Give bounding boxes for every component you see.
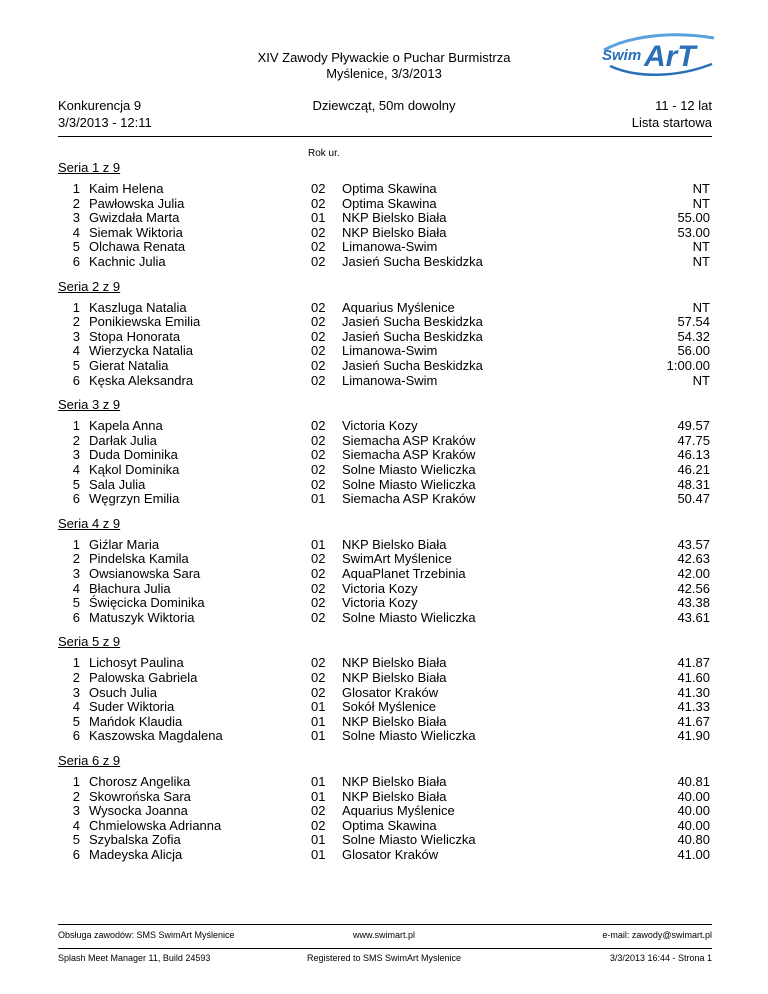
entry-row (0, 239, 768, 254)
swimmer-name: Wierzycka Natalia (89, 343, 194, 359)
club-name: NKP Bielsko Biała (342, 210, 447, 226)
swimmer-name: Ponikiewska Emilia (89, 314, 201, 330)
footer-divider (58, 924, 712, 925)
swimmer-name: Kąkol Dominika (89, 462, 180, 477)
club-name: NKP Bielsko Biała (342, 774, 447, 789)
swimmer-name: Skowrońska Sara (89, 788, 191, 804)
entry-row (0, 418, 768, 433)
event-age-group: 11 - 12 lat (655, 98, 712, 113)
entry-time: NT (692, 239, 710, 255)
lane-number: 2 (72, 195, 80, 211)
event-info-right (632, 97, 712, 131)
entry-row (0, 714, 768, 729)
swimmer-name: Gwizdała Marta (89, 210, 180, 226)
footer-divider-2 (58, 948, 712, 949)
club-name: Siemacha ASP Kraków (342, 447, 476, 463)
lane-number: 4 (72, 224, 80, 240)
lane-number: 3 (72, 684, 80, 700)
club-name: Optima Skawina (342, 817, 437, 833)
club-name: Glosator Kraków (342, 684, 439, 700)
club-name: Sokół Myślenice (342, 699, 436, 715)
birth-year: 01 (311, 728, 326, 744)
lane-number: 6 (72, 254, 80, 269)
swimmer-name: Błachura Julia (89, 580, 171, 596)
birth-year: 02 (311, 372, 326, 388)
birth-year: 01 (311, 832, 326, 848)
swimart-logo (596, 20, 721, 82)
entry-time: NT (692, 299, 710, 315)
entry-row (0, 314, 768, 329)
entry-time: NT (692, 181, 710, 196)
footer-software: Splash Meet Manager 11, Build 24593 (58, 953, 211, 963)
entry-time: 40.00 (677, 817, 710, 833)
swimmer-name: Chorosz Angelika (89, 774, 191, 789)
entry-time: 43.61 (677, 609, 710, 625)
entry-row (0, 610, 768, 625)
swimmer-name: Madeyska Alicja (89, 847, 183, 862)
birth-year: 02 (311, 328, 326, 344)
meet-title-line1: XIV Zawody Pływackie o Puchar Burmistrza (257, 50, 511, 65)
lane-number: 2 (72, 788, 80, 804)
club-name: Glosator Kraków (342, 847, 439, 862)
birth-year: 02 (311, 299, 326, 315)
club-name: NKP Bielsko Biała (342, 536, 447, 552)
entry-time: NT (692, 254, 710, 269)
swimmer-name: Siemak Wiktoria (89, 224, 183, 240)
entry-time: 56.00 (677, 343, 710, 359)
heat-title: Seria 6 z 9 (58, 753, 121, 768)
event-datetime: 3/3/2013 - 12:11 (58, 115, 152, 130)
swimmer-name: Kęska Aleksandra (89, 372, 194, 388)
swimmer-name: Kachnic Julia (89, 254, 166, 269)
lane-number: 3 (72, 447, 80, 463)
birth-year: 02 (311, 181, 326, 196)
birth-year: 02 (311, 817, 326, 833)
birth-year: 01 (311, 788, 326, 804)
swimmer-name: Owsianowska Sara (89, 566, 201, 581)
swimmer-name: Chmielowska Adrianna (89, 817, 222, 833)
entry-row (0, 196, 768, 211)
swimmer-name: Kaszowska Magdalena (89, 728, 223, 744)
club-name: NKP Bielsko Biała (342, 655, 447, 671)
club-name: Siemacha ASP Kraków (342, 432, 476, 448)
entry-row (0, 433, 768, 448)
entry-time: 50.47 (677, 491, 710, 507)
club-name: Limanowa-Swim (342, 239, 438, 255)
swimmer-name: Suder Wiktoria (89, 699, 175, 715)
entry-time: NT (692, 195, 710, 211)
lane-number: 2 (72, 432, 80, 448)
birth-year: 02 (311, 224, 326, 240)
entry-row (0, 358, 768, 373)
lane-number: 4 (72, 343, 80, 359)
entry-row (0, 789, 768, 804)
entry-time: 41.60 (677, 670, 710, 685)
entry-time: 1:00.00 (666, 358, 710, 373)
entry-time: 47.75 (677, 432, 710, 448)
club-name: SwimArt Myślenice (342, 551, 452, 567)
swimmer-name: Mańdok Klaudia (89, 713, 183, 729)
footer-organizer: Obsługa zawodów: SMS SwimArt Myślenice (58, 930, 235, 940)
club-name: Victoria Kozy (342, 580, 418, 596)
birth-year: 02 (311, 447, 326, 463)
entry-row (0, 210, 768, 225)
club-name: Optima Skawina (342, 195, 437, 211)
birth-year: 02 (311, 462, 326, 477)
meet-title-line2: Myślenice, 3/3/2013 (326, 66, 442, 81)
birth-year: 02 (311, 358, 326, 373)
entry-row (0, 491, 768, 506)
swimmer-name: Kapela Anna (89, 418, 163, 434)
entry-row (0, 373, 768, 388)
heat-title: Seria 2 z 9 (58, 278, 121, 294)
lane-number: 1 (72, 536, 80, 552)
lane-number: 4 (72, 699, 80, 715)
club-name: Victoria Kozy (342, 595, 418, 611)
entry-time: 55.00 (677, 210, 710, 226)
entry-row (0, 774, 768, 789)
logo-art-text: ArT (644, 40, 696, 73)
entry-time: 43.57 (677, 536, 710, 552)
birth-year: 02 (311, 418, 326, 434)
entry-time: 43.38 (677, 595, 710, 611)
logo-swim-text: Swim (602, 47, 642, 64)
lane-number: 4 (72, 580, 80, 596)
entry-row (0, 343, 768, 358)
club-name: Solne Miasto Wieliczka (342, 462, 476, 477)
header-divider (58, 136, 712, 137)
entry-row (0, 803, 768, 818)
lane-number: 5 (72, 358, 80, 373)
club-name: NKP Bielsko Biała (342, 670, 447, 685)
entry-time: 41.33 (677, 699, 710, 715)
entry-time: 42.00 (677, 566, 710, 581)
heat-title: Seria 3 z 9 (58, 397, 121, 413)
swimmer-name: Duda Dominika (89, 447, 178, 463)
swimmer-name: Święcicka Dominika (89, 595, 205, 611)
club-name: Aquarius Myślenice (342, 299, 455, 315)
birth-year: 01 (311, 699, 326, 715)
lane-number: 2 (72, 670, 80, 685)
lane-number: 5 (72, 595, 80, 611)
heat-title: Seria 1 z 9 (58, 160, 121, 175)
entry-time: 40.80 (677, 832, 710, 848)
lane-number: 3 (72, 328, 80, 344)
entry-time: 41.67 (677, 713, 710, 729)
birth-year: 02 (311, 239, 326, 255)
entry-row (0, 699, 768, 714)
footer-page: 3/3/2013 16:44 - Strona 1 (609, 953, 712, 963)
birth-year: 02 (311, 803, 326, 819)
birth-year: 01 (311, 713, 326, 729)
lane-number: 1 (72, 774, 80, 789)
swimmer-name: Olchawa Renata (89, 239, 186, 255)
footer-email: e-mail: zawody@swimart.pl (602, 930, 712, 940)
footer-registered: Registered to SMS SwimArt Myslenice (306, 953, 462, 963)
swimmer-name: Osuch Julia (89, 684, 157, 700)
club-name: Solne Miasto Wieliczka (342, 609, 476, 625)
entry-row (0, 447, 768, 462)
heat-title: Seria 4 z 9 (58, 515, 121, 531)
birth-year: 02 (311, 595, 326, 611)
birth-year: 01 (311, 536, 326, 552)
swimmer-name: Stopa Honorata (89, 328, 181, 344)
club-name: Optima Skawina (342, 181, 437, 196)
club-name: Solne Miasto Wieliczka (342, 832, 476, 848)
birth-year: 01 (311, 491, 326, 507)
birth-year: 02 (311, 343, 326, 359)
birth-year: 02 (311, 580, 326, 596)
club-name: Solne Miasto Wieliczka (342, 728, 476, 744)
heat-title: Seria 5 z 9 (58, 634, 121, 650)
entry-row (0, 300, 768, 315)
club-name: Jasień Sucha Beskidzka (342, 254, 483, 269)
swimmer-name: Węgrzyn Emilia (89, 491, 180, 507)
entry-row (0, 566, 768, 581)
birth-year: 02 (311, 195, 326, 211)
entry-row (0, 670, 768, 685)
lane-number: 2 (72, 551, 80, 567)
entry-row (0, 728, 768, 743)
entry-row (0, 847, 768, 862)
club-name: Aquarius Myślenice (342, 803, 455, 819)
entry-time: 41.00 (677, 847, 710, 862)
club-name: Limanowa-Swim (342, 343, 438, 359)
swimmer-name: Lichosyt Paulina (89, 655, 184, 671)
entry-time: NT (692, 372, 710, 388)
club-name: Jasień Sucha Beskidzka (342, 358, 483, 373)
entry-time: 48.31 (677, 476, 710, 492)
club-name: NKP Bielsko Biała (342, 788, 447, 804)
club-name: Solne Miasto Wieliczka (342, 476, 476, 492)
lane-number: 6 (72, 372, 80, 388)
event-list-type: Lista startowa (631, 115, 712, 130)
entry-time: 41.30 (677, 684, 710, 700)
birth-year: 02 (311, 254, 326, 269)
lane-number: 3 (72, 566, 80, 581)
birth-year: 02 (311, 476, 326, 492)
event-name: Dziewcząt, 50m dowolny (312, 98, 456, 113)
club-name: NKP Bielsko Biała (342, 224, 447, 240)
swimmer-name: Kaim Helena (89, 181, 164, 196)
swimmer-name: Giźlar Maria (89, 536, 160, 552)
swimmer-name: Pawłowska Julia (89, 195, 185, 211)
lane-number: 1 (72, 418, 80, 434)
club-name: Siemacha ASP Kraków (342, 491, 476, 507)
birth-year: 01 (311, 847, 326, 862)
swimmer-name: Darłak Julia (89, 432, 157, 448)
entry-row (0, 581, 768, 596)
entry-time: 41.90 (677, 728, 710, 744)
birth-year: 02 (311, 670, 326, 685)
lane-number: 4 (72, 462, 80, 477)
entry-time: 40.00 (677, 788, 710, 804)
lane-number: 1 (72, 299, 80, 315)
entry-time: 54.32 (677, 328, 710, 344)
lane-number: 6 (72, 609, 80, 625)
lane-number: 3 (72, 803, 80, 819)
event-number: Konkurencja 9 (58, 98, 142, 113)
entry-time: 40.81 (677, 774, 710, 789)
column-header-yob: Rok ur. (308, 148, 340, 159)
entry-row (0, 329, 768, 344)
entry-time: 42.56 (677, 580, 710, 596)
entry-time: 40.00 (677, 803, 710, 819)
lane-number: 6 (72, 847, 80, 862)
club-name: Jasień Sucha Beskidzka (342, 314, 483, 330)
entry-row (0, 818, 768, 833)
club-name: Victoria Kozy (342, 418, 418, 434)
entry-row (0, 655, 768, 670)
entry-row (0, 537, 768, 552)
lane-number: 3 (72, 210, 80, 226)
birth-year: 02 (311, 551, 326, 567)
birth-year: 02 (311, 566, 326, 581)
lane-number: 5 (72, 832, 80, 848)
club-name: Limanowa-Swim (342, 372, 438, 388)
lane-number: 6 (72, 728, 80, 744)
club-name: NKP Bielsko Biała (342, 713, 447, 729)
birth-year: 01 (311, 210, 326, 226)
entry-row (0, 595, 768, 610)
entry-row (0, 832, 768, 847)
birth-year: 02 (311, 655, 326, 671)
entry-row (0, 477, 768, 492)
lane-number: 1 (72, 655, 80, 671)
birth-year: 02 (311, 609, 326, 625)
birth-year: 01 (311, 774, 326, 789)
entry-row (0, 254, 768, 269)
lane-number: 5 (72, 239, 80, 255)
swimmer-name: Szybalska Zofia (89, 832, 181, 848)
entry-row (0, 181, 768, 196)
entry-row (0, 225, 768, 240)
lane-number: 6 (72, 491, 80, 507)
entry-row (0, 685, 768, 700)
entry-row (0, 551, 768, 566)
entry-row (0, 462, 768, 477)
entry-time: 41.87 (677, 655, 710, 671)
swimmer-name: Kaszluga Natalia (89, 299, 187, 315)
swimmer-name: Matuszyk Wiktoria (89, 609, 195, 625)
footer-website: www.swimart.pl (352, 930, 415, 940)
swimmer-name: Gierat Natalia (89, 358, 169, 373)
lane-number: 4 (72, 817, 80, 833)
swimmer-name: Wysocka Joanna (89, 803, 188, 819)
birth-year: 02 (311, 684, 326, 700)
entry-time: 46.21 (677, 462, 710, 477)
swimmer-name: Sala Julia (89, 476, 146, 492)
birth-year: 02 (311, 432, 326, 448)
birth-year: 02 (311, 314, 326, 330)
club-name: Jasień Sucha Beskidzka (342, 328, 483, 344)
entry-time: 46.13 (677, 447, 710, 463)
entry-time: 57.54 (677, 314, 710, 330)
club-name: AquaPlanet Trzebinia (342, 566, 466, 581)
entry-time: 49.57 (677, 418, 710, 434)
entry-time: 53.00 (677, 224, 710, 240)
lane-number: 2 (72, 314, 80, 330)
swimmer-name: Pindelska Kamila (89, 551, 189, 567)
lane-number: 1 (72, 181, 80, 196)
lane-number: 5 (72, 476, 80, 492)
lane-number: 5 (72, 713, 80, 729)
swimmer-name: Palowska Gabriela (89, 670, 198, 685)
entry-time: 42.63 (677, 551, 710, 567)
